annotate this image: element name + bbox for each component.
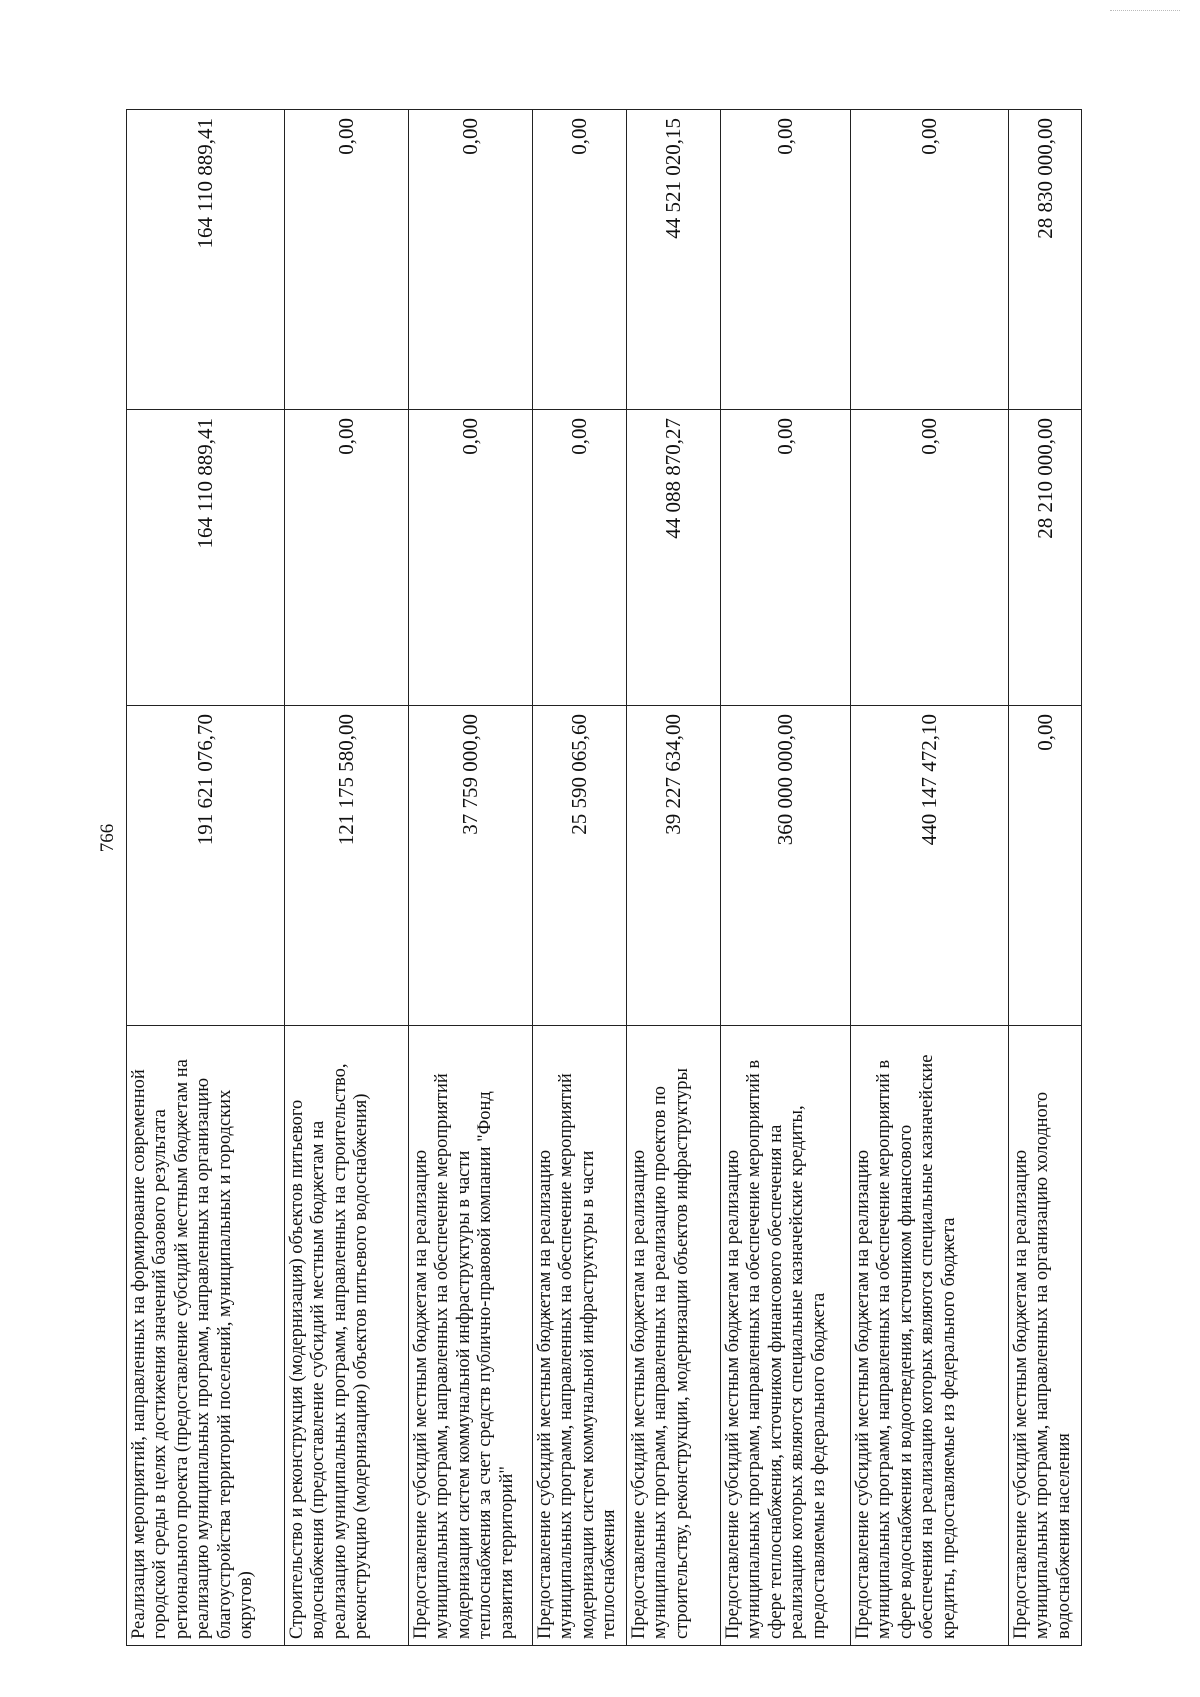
row-value-2: 0,00 bbox=[851, 410, 1009, 706]
row-value-1: 39 227 634,00 bbox=[627, 706, 721, 1026]
row-value-3: 0,00 bbox=[851, 110, 1009, 410]
row-description: Предоставление субсидий местным бюджетам на реализацию муниципальных программ, направленных на обеспечение мероприятий в сфере теплоснабжения, источником финансового обеспечения на реализацию которых являются специальные казначейские кредиты, предоставляемые из федерального бюджета bbox=[721, 1026, 851, 1646]
row-value-2: 164 110 889,41 bbox=[127, 410, 285, 706]
row-value-3: 164 110 889,41 bbox=[127, 110, 285, 410]
table-row bbox=[533, 110, 627, 1646]
row-description: Предоставление субсидий местным бюджетам на реализацию муниципальных программ, направленных на обеспечение мероприятий в сфере водоснабжения и водоотведения, источником финансового обеспечения на реализацию которых являются специальные казначейские кредиты, предоставляемые из федерального бюджета bbox=[851, 1026, 1009, 1646]
rotated-table-container bbox=[126, 110, 1081, 1646]
table-row bbox=[285, 110, 409, 1646]
row-value-3: 0,00 bbox=[721, 110, 851, 410]
row-description: Строительство и реконструкция (модернизация) объектов питьевого водоснабжения (предоставление субсидий местным бюджетам на реализацию муниципальных программ, направленных на строительство, реконструкцию (модернизацию) объектов питьевого водоснабжения) bbox=[285, 1026, 409, 1646]
row-description: Предоставление субсидий местным бюджетам на реализацию муниципальных программ, направленных на обеспечение мероприятий модернизации систем коммунальной инфраструктуры в части теплоснабжения bbox=[533, 1026, 627, 1646]
row-value-3: 44 521 020,15 bbox=[627, 110, 721, 410]
table-row bbox=[721, 110, 851, 1646]
table-row bbox=[409, 110, 533, 1646]
row-value-3: 0,00 bbox=[533, 110, 627, 410]
budget-table bbox=[126, 109, 1082, 1646]
row-value-1: 37 759 000,00 bbox=[409, 706, 533, 1026]
row-value-2: 44 088 870,27 bbox=[627, 410, 721, 706]
row-value-3: 0,00 bbox=[285, 110, 409, 410]
row-value-2: 0,00 bbox=[409, 410, 533, 706]
row-value-2: 0,00 bbox=[285, 410, 409, 706]
row-value-1: 0,00 bbox=[1009, 706, 1082, 1026]
row-value-1: 25 590 065,60 bbox=[533, 706, 627, 1026]
table-row bbox=[627, 110, 721, 1646]
table-row bbox=[127, 110, 285, 1646]
row-value-2: 28 210 000,00 bbox=[1009, 410, 1082, 706]
row-description: Предоставление субсидий местным бюджетам на реализацию муниципальных программ, направленных на реализацию проектов по строительству, реконструкции, модернизации объектов инфраструктуры bbox=[627, 1026, 721, 1646]
scan-artifact bbox=[1110, 10, 1180, 13]
row-description: Предоставление субсидий местным бюджетам на реализацию муниципальных программ, направленных на организацию холодного водоснабжения населения bbox=[1009, 1026, 1082, 1646]
row-value-1: 440 147 472,10 bbox=[851, 706, 1009, 1026]
row-value-3: 28 830 000,00 bbox=[1009, 110, 1082, 410]
row-value-2: 0,00 bbox=[721, 410, 851, 706]
table-row bbox=[1009, 110, 1082, 1646]
row-value-2: 0,00 bbox=[533, 410, 627, 706]
row-value-1: 360 000 000,00 bbox=[721, 706, 851, 1026]
row-value-1: 121 175 580,00 bbox=[285, 706, 409, 1026]
row-description: Реализация мероприятий, направленных на формирование современной городской среды в целях достижения значений базового результата регионального проекта (предоставление субсидий местным бюджетам на реализацию муниципальных программ, направленных на организацию благоустройства территорий поселений, муниципальных и городских округов) bbox=[127, 1026, 285, 1646]
table-row bbox=[851, 110, 1009, 1646]
row-description: Предоставление субсидий местным бюджетам на реализацию муниципальных программ, направленных на обеспечение мероприятий модернизации систем коммунальной инфраструктуры в части теплоснабжения за счет средств публично-правовой компании "Фонд развития территорий" bbox=[409, 1026, 533, 1646]
table-wrapper bbox=[126, 110, 1081, 1646]
page-number: 766 bbox=[97, 823, 118, 853]
row-value-1: 191 621 076,70 bbox=[127, 706, 285, 1026]
row-value-3: 0,00 bbox=[409, 110, 533, 410]
